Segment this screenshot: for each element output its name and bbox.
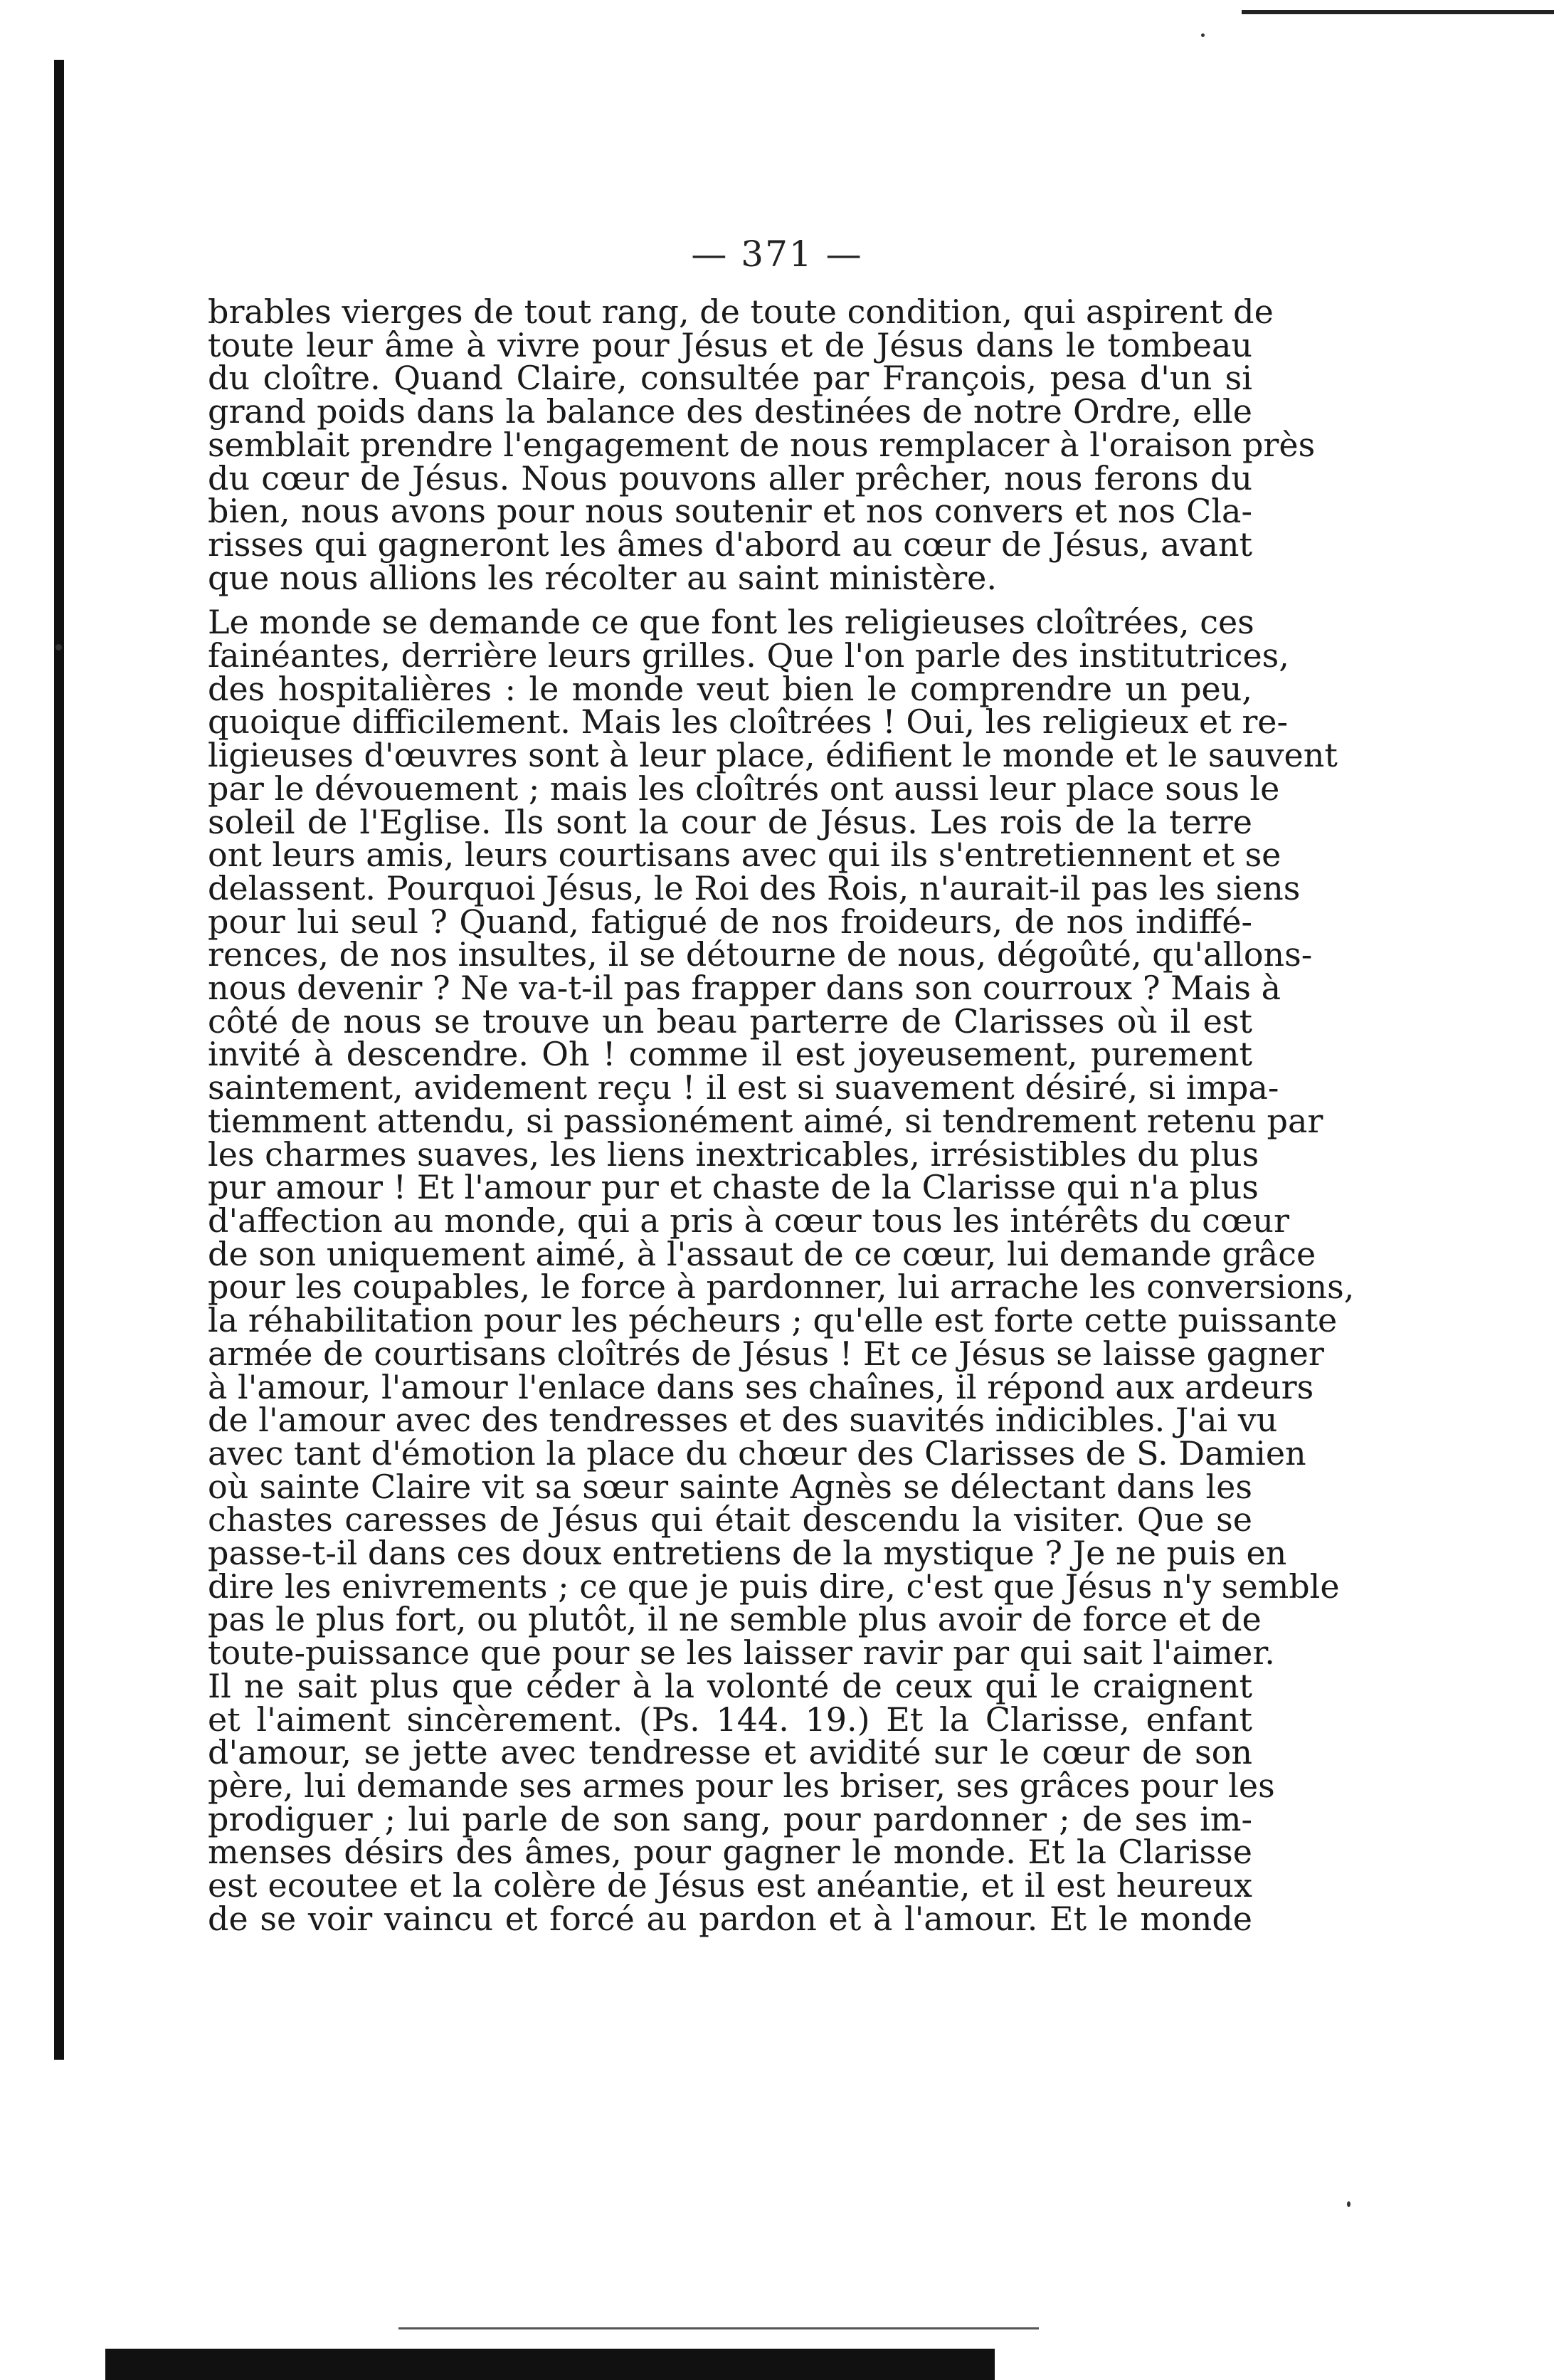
text-line: nous devenir ? Ne va-t-il pas frapper dans son courroux ? Mais à — [208, 969, 1281, 1008]
text-line: la réhabilitation pour les pécheurs ; qu'elle est forte cette puissante — [208, 1301, 1338, 1340]
text-line: armée de courtisans cloîtrés de Jésus ! Et ce Jésus se laisse gagner — [208, 1334, 1324, 1373]
text-line: fainéantes, derrière leurs grilles. Que l'on parle des institutrices, — [208, 636, 1289, 675]
paragraph — [208, 293, 1316, 597]
body-text — [208, 293, 1355, 1947]
text-line: semblait prendre l'engagement de nous remplacer à l'oraison près — [208, 425, 1316, 464]
text-line: brables vierges de tout rang, de toute condition, qui aspirent de — [208, 293, 1274, 331]
text-line: toute-puissance que pour se les laisser ravir par qui sait l'aimer. — [208, 1633, 1275, 1673]
text-line: chastes caresses de Jésus qui était descendu la visiter. Que se — [208, 1500, 1252, 1539]
scan-rule-bottom — [398, 2327, 1039, 2329]
text-line: delassent. Pourquoi Jésus, le Roi des Rois, n'aurait-il pas les siens — [208, 868, 1301, 907]
paragraph — [208, 603, 1355, 1938]
text-line: avec tant d'émotion la place du chœur des Clarisses de S. Damien — [208, 1433, 1306, 1473]
scan-border-bottom — [105, 2349, 995, 2380]
text-line: de se voir vaincu et forcé au pardon et à l'amour. Et le monde — [208, 1899, 1252, 1938]
text-line: des hospitalières : le monde veut bien le comprendre un peu, — [208, 669, 1252, 708]
text-line: où sainte Claire vit sa sœur sainte Agnès se délectant dans les — [208, 1467, 1252, 1506]
text-line: dire les enivrements ; ce que je puis dire, c'est que Jésus n'y semble — [208, 1567, 1340, 1606]
text-line: bien, nous avons pour nous soutenir et nos convers et nos Cla- — [208, 492, 1252, 531]
scan-border-top — [1242, 10, 1554, 14]
text-line: saintement, avidement reçu ! il est si suavement désiré, si impa- — [208, 1068, 1279, 1107]
text-line: toute leur âme à vivre pour Jésus et de Jésus dans le tombeau — [208, 325, 1252, 364]
scan-border-left — [54, 60, 64, 2060]
text-line: à l'amour, l'amour l'enlace dans ses chaînes, il répond aux ardeurs — [208, 1367, 1314, 1406]
text-line: pas le plus fort, ou plutôt, il ne semble plus avoir de force et de — [208, 1600, 1262, 1639]
text-line: pour lui seul ? Quand, fatigué de nos froideurs, de nos indiffé- — [208, 902, 1252, 941]
text-line: invité à descendre. Oh ! comme il est joyeusement, purement — [208, 1035, 1252, 1074]
text-line: passe-t-il dans ces doux entretiens de la mystique ? Je ne puis en — [208, 1534, 1287, 1573]
text-line: et l'aiment sincèrement. (Ps. 144. 19.) Et la Clarisse, enfant — [208, 1700, 1252, 1739]
text-line: d'affection au monde, qui a pris à cœur tous les intérêts du cœur — [208, 1201, 1289, 1240]
text-line: est ecoutee et la colère de Jésus est anéantie, et il est heureux — [208, 1866, 1252, 1905]
text-line: de son uniquement aimé, à l'assaut de ce cœur, lui demande grâce — [208, 1234, 1316, 1273]
text-line: du cloître. Quand Claire, consultée par François, pesa d'un si — [208, 359, 1252, 398]
scan-speck — [56, 644, 62, 651]
text-line: soleil de l'Eglise. Ils sont la cour de Jésus. Les rois de la terre — [208, 802, 1252, 841]
text-line: de l'amour avec des tendresses et des suavités indicibles. J'ai vu — [208, 1401, 1278, 1440]
text-line: pour les coupables, le force à pardonner, lui arrache les conversions, — [208, 1268, 1355, 1307]
text-line: côté de nous se trouve un beau parterre de Clarisses où il est — [208, 1001, 1252, 1041]
page-number: — 371 — — [691, 233, 863, 275]
text-line: tiemment attendu, si passionément aimé, si tendrement retenu par — [208, 1101, 1323, 1140]
text-line: du cœur de Jésus. Nous pouvons aller prêcher, nous ferons du — [208, 458, 1252, 497]
text-line: les charmes suaves, les liens inextricables, irrésistibles du plus — [208, 1134, 1259, 1174]
text-line: que nous allions les récolter au saint ministère. — [208, 558, 998, 597]
text-line: quoique difficilement. Mais les cloîtrées ! Oui, les religieux et re- — [208, 702, 1289, 742]
text-line: Il ne sait plus que céder à la volonté de ceux qui le craignent — [208, 1666, 1252, 1705]
text-line: prodiguer ; lui parle de son sang, pour pardonner ; de ses im- — [208, 1799, 1252, 1838]
scan-speck — [1201, 33, 1205, 37]
text-line: rences, de nos insultes, il se détourne de nous, dégoûté, qu'allons- — [208, 935, 1313, 974]
text-line: père, lui demande ses armes pour les briser, ses grâces pour les — [208, 1766, 1275, 1805]
text-line: ligieuses d'œuvres sont à leur place, édifient le monde et le sauvent — [208, 736, 1338, 775]
text-line: grand poids dans la balance des destinées de notre Ordre, elle — [208, 392, 1252, 431]
text-line: d'amour, se jette avec tendresse et avidité sur le cœur de son — [208, 1733, 1252, 1772]
text-line: menses désirs des âmes, pour gagner le monde. Et la Clarisse — [208, 1833, 1252, 1872]
scan-speck — [1347, 2201, 1350, 2207]
text-line: risses qui gagneront les âmes d'abord au cœur de Jésus, avant — [208, 525, 1252, 564]
text-line: ont leurs amis, leurs courtisans avec qui ils s'entretiennent et se — [208, 836, 1281, 875]
text-line: pur amour ! Et l'amour pur et chaste de la Clarisse qui n'a plus — [208, 1168, 1259, 1207]
text-line: Le monde se demande ce que font les religieuses cloîtrées, ces — [208, 603, 1254, 642]
text-line: par le dévouement ; mais les cloîtrés ont aussi leur place sous le — [208, 769, 1280, 808]
